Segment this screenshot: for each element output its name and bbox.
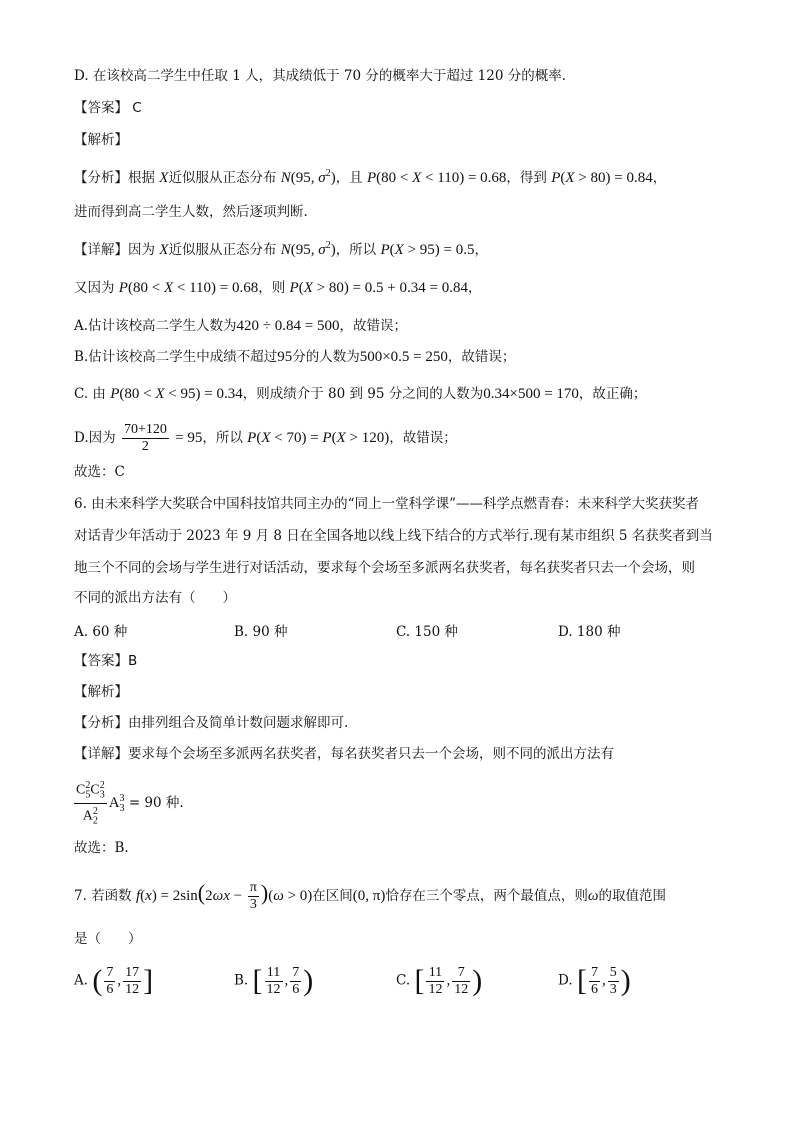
q7-option-a: A. ( $\frac{7}{6}$ , $\frac{17}{12}$ ] — [74, 964, 154, 997]
function-formula: f(x) = 2sin(2ωx − $\frac{\pi}{3}$ )(ω > 0) — [135, 880, 313, 913]
q7-option-b: B. [ $\frac{11}{12}$ , $\frac{7}{6}$ ) — [234, 964, 314, 997]
q5-xiangjie-line2: 又因为 P(80 < X < 110) = 0.68，则 P(X > 80) = 0.5 + 0.34 = 0.84， — [74, 280, 482, 296]
q5-option-c-explain: C. 由 P(80 < X < 95) = 0.34，则成绩介于 80 到 95 分之间的人数为0.34×500 = 170，故正确； — [74, 386, 647, 402]
q5-fenxi-line1: 【分析】根据 X近似服从正态分布 N(95, $\sigma^2$)，且 P(80 < X < 110) = 0.68，得到 P(X > 80) = 0.84， — [74, 168, 667, 186]
q7-stem-line1: 7. 若函数 f(x) = 2sin(2ωx − $\frac{\pi}{3}$ )(ω > 0)在区间(0, π)恰存在三个零点，两个最值点，则ω的取值范围 — [74, 880, 666, 913]
q7-option-c: C. [ $\frac{11}{12}$ , $\frac{7}{12}$ ) — [396, 964, 483, 997]
q6-analysis-heading: 【解析】 — [74, 684, 128, 700]
q5-fenxi-line2: 进而得到高二学生人数，然后逐项判断. — [74, 204, 308, 220]
q5-answer-row — [74, 98, 754, 118]
prob-formula: P(80 < X < 110) = 0.68 — [366, 170, 507, 186]
q6-xiangjie: 【详解】要求每个会场至多派两名获奖者，每名获奖者只去一个会场，则不同的派出方法有 — [74, 746, 614, 762]
q7-option-d: D. [ $\frac{7}{6}$ , $\frac{5}{3}$ ) — [558, 964, 631, 997]
q6-stem-line4: 不同的派出方法有（ ） — [74, 590, 236, 606]
q5-analysis-heading: 【解析】 — [74, 132, 128, 148]
fraction-mean: $\frac{70+120}{2}$ — [123, 422, 167, 454]
q5-option-b-explain: B.估计该校高二学生中成绩不超过95分的人数为500×0.5 = 250，故错误； — [74, 349, 516, 365]
q6-stem-line1: 6. 由未来科学大奖联合中国科技馆共同主办的“同上一堂科学课”——科学点燃青春：未来科学大奖获奖者 — [74, 496, 699, 512]
q6-stem-line3: 地三个不同的会场与学生进行对话活动，要求每个会场至多派两名获奖者，每名获奖者只去一个会场，则 — [74, 560, 695, 576]
q6-stem-line2: 对话青少年活动于 2023 年 9 月 8 日在全国各地以线上线下结合的方式举行.现有某市组织 5 名获奖者到当 — [74, 528, 713, 544]
q5-choose: 故选：C — [74, 464, 125, 480]
q6-option-a: A. 60 种 — [74, 624, 128, 640]
q6-option-d: D. 180 种 — [558, 624, 621, 640]
answer-tag: 【答案】 — [74, 100, 128, 116]
q5-option-d: D. 在该校高二学生中任取 1 人，其成绩低于 70 分的概率大于超过 120 分的概率. — [74, 68, 566, 84]
answer-value: C — [132, 100, 142, 116]
combination-fraction: $\frac{C_5^2C_3^2}{A_2^2}$ — [76, 779, 105, 827]
q7-stem-line2: 是（ ） — [74, 931, 142, 947]
q6-option-c: C. 150 种 — [396, 624, 458, 640]
q5-option-d-explain: D.因为 $\frac{70+120}{2}$ = 95，所以 P(X < 70) = P(X > 120)，故错误； — [74, 422, 457, 454]
q6-option-b: B. 90 种 — [234, 624, 288, 640]
q6-choose: 故选：B. — [74, 840, 129, 856]
q6-answer-row: 【答案】B — [74, 653, 138, 669]
q5-xiangjie-line1: 【详解】因为 X近似服从正态分布 N(95, $\sigma^2$)，所以 P(X > 95) = 0.5， — [74, 240, 488, 258]
normal-dist-formula: N(95, $\sigma^2$) — [280, 168, 336, 186]
q6-formula: $\frac{C_5^2C_3^2}{A_2^2}$ $A_3^3 = 90$ 种. — [74, 776, 754, 832]
q5-option-a-explain: A.估计该校高二学生人数为420 ÷ 0.84 = 500，故错误； — [74, 318, 407, 334]
q6-fenxi: 【分析】由排列组合及简单计数问题求解即可. — [74, 715, 349, 731]
